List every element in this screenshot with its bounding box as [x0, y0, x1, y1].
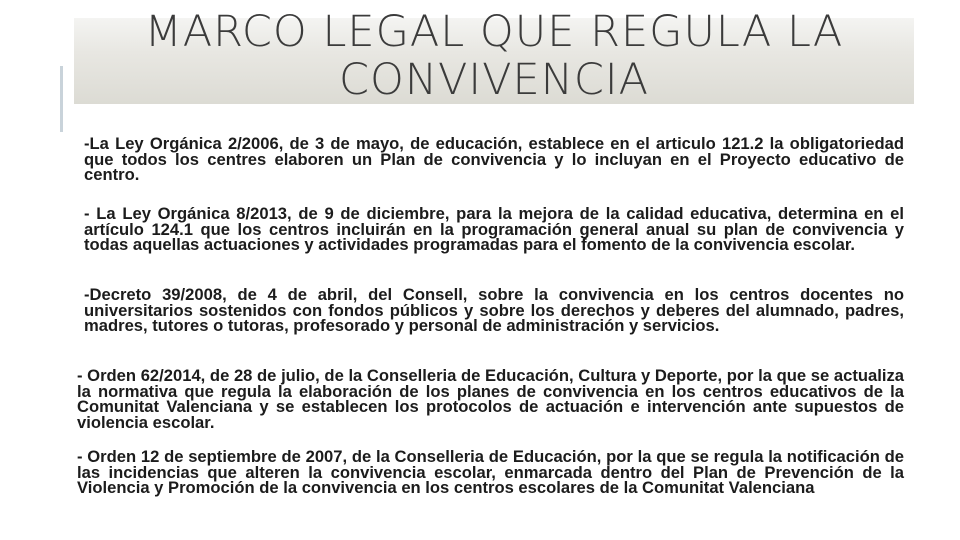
paragraph-orden-12-septiembre-2007: - Orden 12 de septiembre de 2007, de la Conselleria de Educación, por la que se regula la notificación de las incidencias que alteren la convivencia escolar, enmarcada dentro del Plan de Prevención de la Violencia y Promoción de la convivencia en los centros escolares de la Comunitat Valenciana: [77, 447, 904, 498]
slide-title: [74, 8, 914, 104]
paragraph-ley-organica-8-2013: - La Ley Orgánica 8/2013, de 9 de diciembre, para la mejora de la calidad educativa, determina en el artículo 124.1 que los centros incluirán en la programación general anual su plan de convivencia y todas aquellas actuaciones y actividades programadas para el fomento de la convivencia escolar.: [84, 204, 904, 255]
slide-title-line-1: MARCO LEGAL QUE REGULA LA: [144, 7, 844, 57]
slide-title-line-2: CONVIVENCIA: [338, 55, 649, 105]
paragraph-decreto-39-2008: -Decreto 39/2008, de 4 de abril, del Consell, sobre la convivencia en los centros docentes no universitarios sostenidos con fondos públicos y sobre los derechos y deberes del alumnado, padres, madres, tutores o tutoras, profesorado y personal de administración y servicios.: [84, 285, 904, 336]
paragraph-orden-62-2014: - Orden 62/2014, de 28 de julio, de la Conselleria de Educación, Cultura y Deporte, por la que se actualiza la normativa que regula la elaboración de los planes de convivencia en los centros educativos de la Comunitat Valenciana y se establecen los protocolos de actuación e intervención ante supuestos de violencia escolar.: [77, 366, 904, 432]
accent-bar: [60, 66, 63, 132]
paragraph-ley-organica-2-2006: -La Ley Orgánica 2/2006, de 3 de mayo, de educación, establece en el articulo 121.2 la obligatoriedad que todos los centres elaboren un Plan de convivencia y lo incluyan en el Proyecto educativo de centro.: [84, 134, 904, 185]
